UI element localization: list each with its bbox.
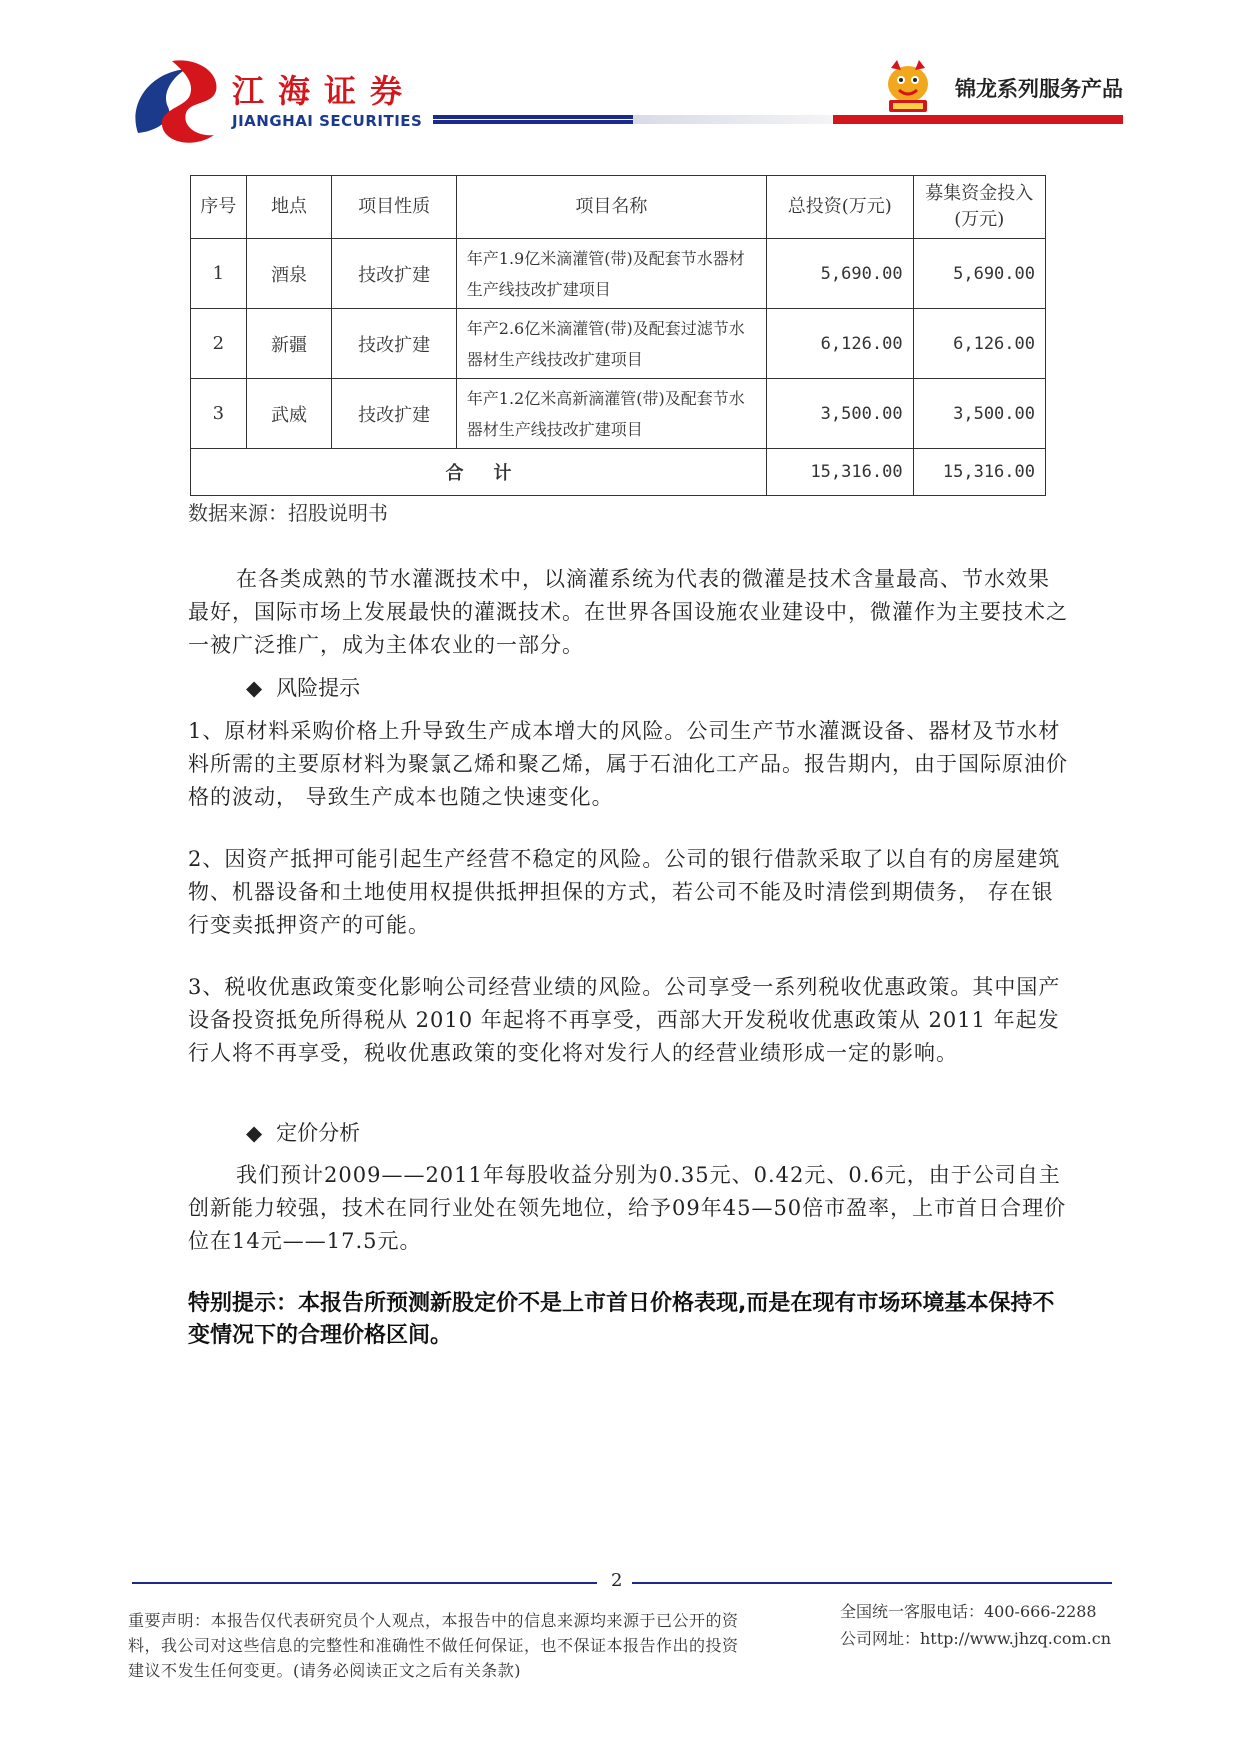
- total-label: 合计: [191, 449, 767, 496]
- row-project-name: 年产1.2亿米高新滴灌管(带)及配套节水器材生产线技改扩建项目: [456, 379, 766, 449]
- page-number: 2: [611, 1570, 623, 1591]
- row-total-investment: 6,126.00: [767, 309, 914, 379]
- page-header: [0, 0, 1241, 150]
- contact-info: [840, 1598, 1111, 1652]
- row-raised-funds: 5,690.00: [913, 239, 1045, 309]
- row-total-investment: 5,690.00: [767, 239, 914, 309]
- table-row: [191, 379, 1046, 449]
- row-total-investment: 3,500.00: [767, 379, 914, 449]
- special-note: 特别提示：本报告所预测新股定价不是上市首日价格表现,而是在现有市场环境基本保持不变情况下的合理价格区间。: [188, 1291, 1055, 1348]
- total-investment: 15,316.00: [767, 449, 914, 496]
- table-row: [191, 309, 1046, 379]
- pricing-heading: [246, 1117, 360, 1147]
- row-no: 2: [191, 309, 247, 379]
- row-raised-funds: 3,500.00: [913, 379, 1045, 449]
- row-location: 武威: [246, 379, 332, 449]
- row-project-name: 年产2.6亿米滴灌管(带)及配套过滤节水器材生产线技改扩建项目: [456, 309, 766, 379]
- brand-name-cn: 江海证券: [232, 72, 417, 110]
- total-raised-funds: 15,316.00: [913, 449, 1045, 496]
- table-row: [191, 239, 1046, 309]
- row-type: 技改扩建: [332, 309, 456, 379]
- row-location: 新疆: [246, 309, 332, 379]
- footer-divider-right: [632, 1582, 1112, 1584]
- risk-heading: [246, 672, 360, 702]
- series-label: 锦龙系列服务产品: [955, 77, 1123, 101]
- pricing-paragraph: 我们预计2009——2011年每股收益分别为0.35元、0.42元、0.6元，由于公司自主创新能力较强，技术在同行业处在领先地位，给予09年45—50倍市盈率，上市首日合理价位在14元——17.5元。: [188, 1163, 1067, 1253]
- row-no: 1: [191, 239, 247, 309]
- disclaimer: 重要声明：本报告仅代表研究员个人观点，本报告中的信息来源均来源于已公开的资料，我公司对这些信息的完整性和准确性不做任何保证，也不保证本报告作出的投资建议不发生任何变更。(请务必阅读正文之后有关条款): [128, 1611, 739, 1680]
- row-project-name: 年产1.9亿米滴灌管(带)及配套节水器材生产线技改扩建项目: [456, 239, 766, 309]
- table-total-row: [191, 449, 1046, 496]
- hotline: 全国统一客服电话：400-666-2288: [840, 1602, 1097, 1621]
- project-table: [190, 175, 1046, 496]
- intro-paragraph: 在各类成熟的节水灌溉技术中，以滴灌系统为代表的微灌是技术含量最高、节水效果最好，国际市场上发展最快的灌溉技术。在世界各国设施农业建设中，微灌作为主要技术之一被广泛推广，成为主体农业的一部分。: [188, 567, 1068, 657]
- col-header-no: 序号: [191, 176, 247, 239]
- risk-paragraph-3: 3、税收优惠政策变化影响公司经营业绩的风险。公司享受一系列税收优惠政策。其中国产设备投资抵免所得税从 2010 年起将不再享受，西部大开发税收优惠政策从 2011 年起发行人将不再享受，税收优惠政策的变化将对发行人的经营业绩形成一定的影响。: [188, 975, 1061, 1065]
- jianghai-logo-icon: [128, 55, 224, 147]
- risk-heading-text: 风险提示: [276, 676, 361, 700]
- row-type: 技改扩建: [332, 379, 456, 449]
- col-header-location: 地点: [246, 176, 332, 239]
- row-type: 技改扩建: [332, 239, 456, 309]
- col-header-total: 总投资(万元): [767, 176, 914, 239]
- brand-name-en: JIANGHAI SECURITIES: [232, 112, 423, 130]
- pricing-heading-text: 定价分析: [276, 1121, 361, 1145]
- row-no: 3: [191, 379, 247, 449]
- col-header-name: 项目名称: [456, 176, 766, 239]
- data-source-note: 数据来源：招股说明书: [188, 501, 388, 525]
- website[interactable]: 公司网址：http://www.jhzq.com.cn: [840, 1629, 1111, 1648]
- row-location: 酒泉: [246, 239, 332, 309]
- dragon-mascot-icon: [877, 58, 939, 114]
- diamond-bullet-icon: ◆: [246, 676, 263, 700]
- row-raised-funds: 6,126.00: [913, 309, 1045, 379]
- header-divider: [433, 115, 1123, 124]
- col-header-raised: 募集资金投入(万元): [913, 176, 1045, 239]
- risk-paragraph-1: 1、原材料采购价格上升导致生产成本增大的风险。公司生产节水灌溉设备、器材及节水材料所需的主要原材料为聚氯乙烯和聚乙烯，属于石油化工产品。报告期内，由于国际原油价格的波动， 导致生产成本也随之快速变化。: [188, 719, 1068, 809]
- col-header-type: 项目性质: [332, 176, 456, 239]
- footer-divider-left: [132, 1582, 597, 1584]
- risk-paragraph-2: 2、因资产抵押可能引起生产经营不稳定的风险。公司的银行借款采取了以自有的房屋建筑物、机器设备和土地使用权提供抵押担保的方式，若公司不能及时清偿到期债务， 存在银行变卖抵押资产的可能。: [188, 847, 1061, 937]
- diamond-bullet-icon: ◆: [246, 1121, 263, 1145]
- table-header-row: [191, 176, 1046, 239]
